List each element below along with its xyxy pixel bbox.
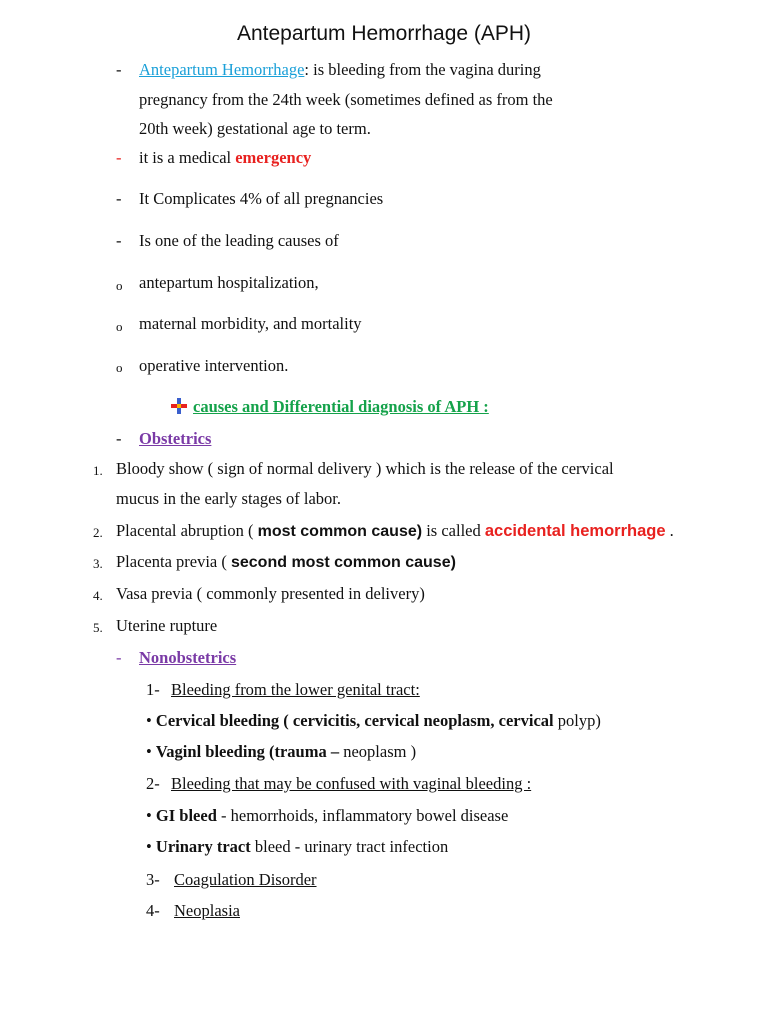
group-number: 3- — [146, 870, 160, 889]
dash-marker: - — [116, 148, 122, 167]
emergency-line — [139, 148, 311, 168]
group-label: Bleeding that may be confused with vaginal bleeding : — [171, 774, 532, 793]
item-text: bleed - urinary tract infection — [250, 837, 449, 856]
complicates-line: It Complicates 4% of all pregnancies — [139, 189, 384, 208]
list-number: 4. — [93, 588, 103, 603]
plus-arrow-icon — [170, 397, 188, 415]
bullet-item — [146, 742, 416, 762]
item-text: neoplasm ) — [339, 742, 417, 761]
group-number: 4- — [146, 901, 160, 920]
aph-term: Antepartum Hemorrhage — [139, 60, 305, 79]
aph-definition: : is bleeding from the vagina during — [304, 60, 541, 79]
intro-line-3: 20th week) gestational age to term. — [139, 119, 371, 138]
obstetric-item-cont: mucus in the early stages of labor. — [116, 489, 341, 508]
group-label: Coagulation Disorder — [174, 870, 317, 889]
item-text: polyp) — [553, 711, 601, 730]
circle-bullet: o — [116, 360, 123, 375]
bullet-item — [146, 711, 601, 731]
intro-line-2: pregnancy from the 24th week (sometimes defined as from the — [139, 90, 553, 109]
circle-bullet: o — [116, 278, 123, 293]
cause-item: operative intervention. — [139, 356, 289, 375]
group-number: 2- — [146, 774, 160, 793]
bullet: • — [146, 711, 152, 730]
item-bold: Vaginl bleeding (trauma – — [155, 742, 340, 761]
bullet: • — [146, 837, 152, 856]
bullet: • — [146, 806, 152, 825]
emergency-pre: it is a medical — [139, 148, 236, 167]
nonobstetrics-heading: Nonobstetrics — [139, 648, 237, 667]
item-bold: Cervical bleeding ( cervicitis, cervical neoplasm, cervical — [155, 711, 554, 730]
dash-marker: - — [116, 189, 122, 208]
obstetric-item — [116, 552, 456, 573]
item-bold: GI bleed — [155, 806, 217, 825]
leading-line: Is one of the leading causes of — [139, 231, 339, 250]
obstetric-item: Vasa previa ( commonly presented in delivery) — [116, 584, 425, 603]
circle-bullet: o — [116, 319, 123, 334]
intro-line-1 — [139, 60, 541, 80]
item-bold: second most common cause) — [230, 554, 456, 571]
item-text: Placenta previa ( — [116, 552, 231, 571]
dash-marker: - — [116, 231, 122, 250]
obstetrics-heading: Obstetrics — [139, 429, 212, 448]
item-text: . — [665, 521, 674, 540]
cause-item: maternal morbidity, and mortality — [139, 314, 362, 333]
item-text: is called — [422, 521, 485, 540]
item-text: Placental abruption ( — [116, 521, 258, 540]
page-title: Antepartum Hemorrhage (APH) — [236, 22, 532, 45]
list-number: 2. — [93, 525, 103, 540]
list-number: 3. — [93, 556, 103, 571]
obstetric-item: Uterine rupture — [116, 616, 218, 635]
item-text: - hemorrhoids, inflammatory bowel disease — [216, 806, 509, 825]
bullet: • — [146, 742, 152, 761]
bullet-item — [146, 837, 448, 857]
accidental-hemorrhage: accidental hemorrhage — [484, 522, 666, 540]
cause-item: antepartum hospitalization, — [139, 273, 319, 292]
group-label: Bleeding from the lower genital tract: — [171, 680, 420, 699]
group-number: 1- — [146, 680, 160, 699]
item-bold: most common cause) — [257, 523, 423, 540]
item-bold: Urinary tract — [155, 837, 251, 856]
bullet-item — [146, 806, 508, 826]
dash-marker: - — [116, 429, 122, 448]
section-heading: causes and Differential diagnosis of APH : — [193, 397, 489, 416]
emergency-word: emergency — [235, 148, 312, 167]
group-label: Neoplasia — [174, 901, 240, 920]
list-number: 5. — [93, 620, 103, 635]
dash-marker: - — [116, 60, 122, 79]
list-number: 1. — [93, 463, 103, 478]
obstetric-item — [116, 521, 674, 542]
dash-marker: - — [116, 648, 122, 667]
obstetric-item: Bloody show ( sign of normal delivery ) which is the release of the cervical — [116, 459, 614, 478]
